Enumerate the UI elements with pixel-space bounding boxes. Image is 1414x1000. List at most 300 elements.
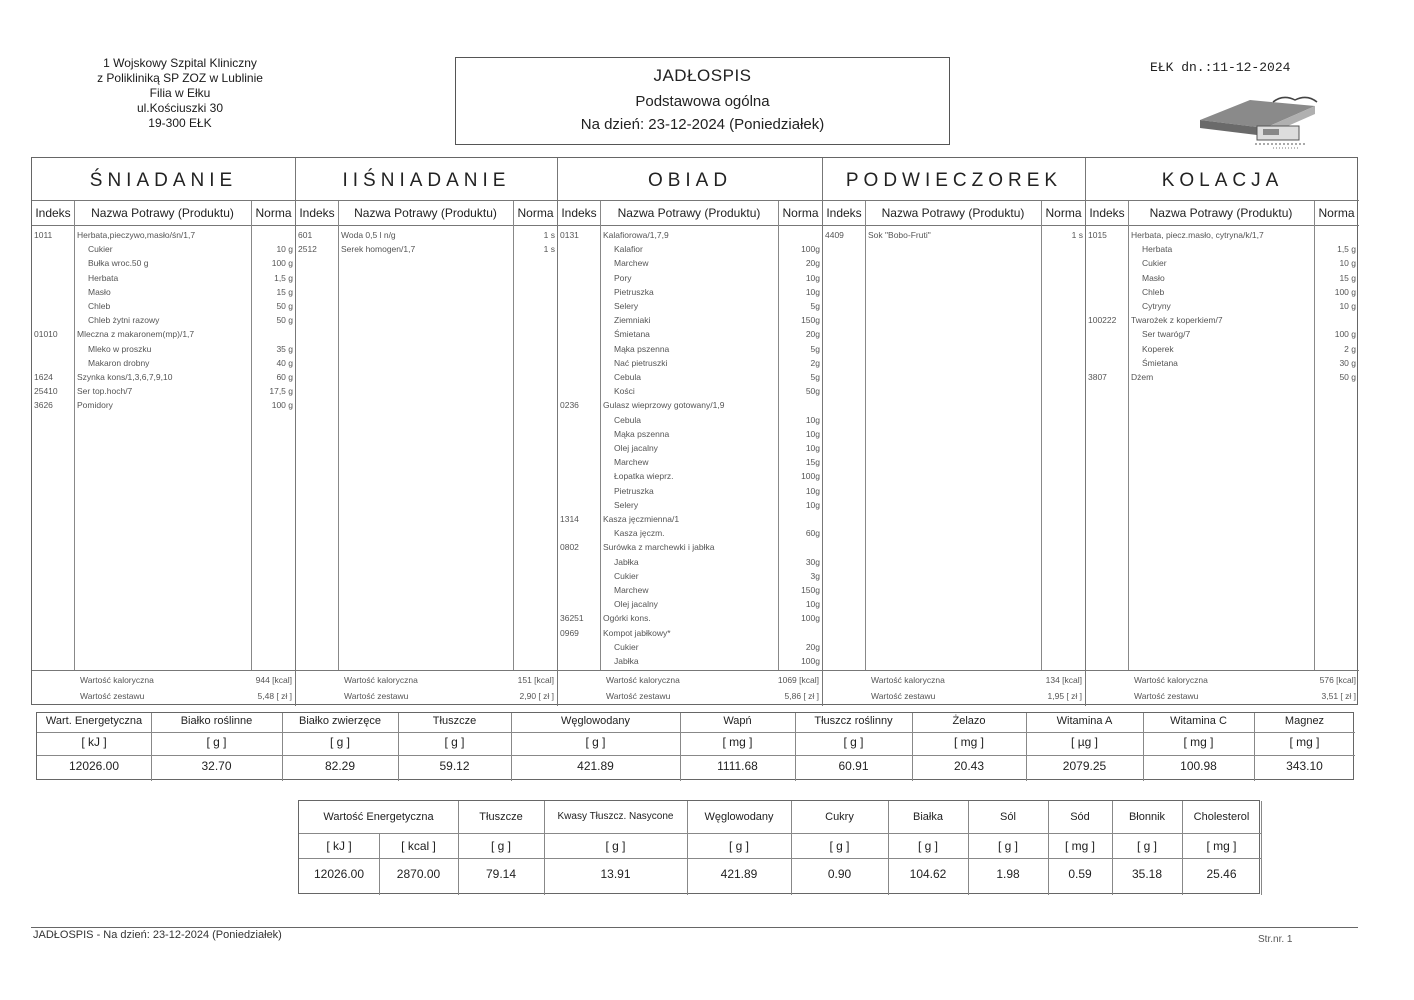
row-norm: 40 g	[276, 357, 293, 368]
nutrient-unit: [ g ]	[843, 735, 864, 749]
row-norm: 1 s	[1071, 230, 1083, 240]
row-index: 0236	[560, 400, 579, 411]
table-row	[558, 597, 823, 611]
row-product-name: Olej jacalny	[614, 599, 658, 610]
nutrient-value: 100.98	[1180, 759, 1217, 773]
column-divider	[1041, 201, 1042, 670]
row-product-name: Cukier	[1142, 258, 1167, 269]
row-index: 4409	[825, 230, 844, 240]
nutrient-value: 12026.00	[313, 867, 365, 881]
table-row	[32, 285, 296, 299]
nutrient-unit: [ g ]	[917, 839, 938, 853]
hospital-line: ul.Kościuszki 30	[136, 101, 224, 115]
calorie-value: 134 [kcal]	[1045, 675, 1082, 685]
nutrient-name: Kwasy Tłuszcz. Nasycone	[557, 811, 674, 822]
row-norm: 15g	[805, 457, 820, 468]
table-row	[32, 271, 296, 285]
row-product-name: Gulasz wieprzowy gotowany/1,9	[603, 400, 725, 411]
column-header-row	[558, 201, 822, 226]
row-index: 1314	[560, 514, 579, 524]
calorie-label: Wartość kaloryczna	[1134, 675, 1208, 685]
header-norm: Norma	[517, 206, 554, 220]
row-product-name: Chleb	[88, 301, 111, 311]
table-row	[558, 228, 823, 242]
row-norm: 100 g	[1334, 329, 1356, 340]
row-product-name: Selery	[614, 499, 639, 510]
row-product-name: Marchew	[614, 258, 649, 269]
row-index: 0802	[560, 542, 579, 553]
nutrient-name: Cholesterol	[1193, 811, 1250, 823]
cost-value: 3,51 [ zł ]	[1321, 691, 1356, 701]
footer-text: JADŁOSPIS - Na dzień: 23-12-2024 (Poniedziałek)	[33, 929, 282, 941]
table-row	[296, 242, 558, 256]
row-norm: 10g	[805, 485, 820, 496]
cost-label: Wartość zestawu	[80, 691, 145, 701]
row-index: 36251	[560, 613, 584, 624]
row-product-name: Cukier	[614, 641, 639, 652]
row-product-name: Bułka wroc.50 g	[88, 258, 149, 269]
row-norm: 10g	[805, 414, 820, 425]
row-product-name: Masło	[88, 286, 111, 297]
nutrient-unit: [ kJ ]	[81, 735, 107, 749]
row-product-name: Śmietana	[1142, 357, 1178, 368]
nutrient-value: 421.89	[720, 867, 758, 881]
table-row	[558, 640, 823, 654]
nutrient-value: 2870.00	[396, 867, 441, 881]
row-product-name: Szynka kons/1,3,6,7,9,10	[77, 372, 173, 382]
table-row	[558, 256, 823, 270]
row-norm: 10 g	[276, 244, 293, 255]
row-product-name: Nać pietruszki	[614, 357, 668, 368]
meal-column	[296, 158, 558, 706]
cell-divider	[1261, 801, 1262, 895]
calorie-label: Wartość kaloryczna	[344, 675, 418, 685]
column-divider	[513, 201, 514, 670]
cell-divider	[1026, 713, 1027, 781]
header-index: Indeks	[826, 206, 862, 220]
calorie-value: 151 [kcal]	[517, 675, 554, 685]
header-norm: Norma	[1318, 206, 1355, 220]
nutrient-value: 12026.00	[68, 759, 120, 773]
row-norm: 10 g	[1339, 258, 1356, 269]
table-row	[1086, 327, 1359, 341]
nutrient-unit: [ mg ]	[1206, 839, 1237, 853]
table-row	[32, 299, 296, 313]
calorie-label: Wartość kaloryczna	[871, 675, 945, 685]
nutrition-table-2	[298, 800, 1260, 894]
row-norm: 5g	[810, 372, 820, 382]
row-product-name: Mleczna z makaronem(mp)/1,7	[77, 329, 195, 340]
nutrient-name: Białko zwierzęce	[299, 715, 381, 727]
table-row	[1086, 242, 1359, 256]
nutrient-value: 82.29	[324, 759, 356, 773]
row-norm: 15 g	[276, 286, 293, 297]
nutrient-name: Wartość Energetyczna	[323, 811, 434, 823]
nutrient-value: 2079.25	[1062, 759, 1107, 773]
header-norm: Norma	[255, 206, 292, 220]
table-row	[1086, 271, 1359, 285]
row-index: 1015	[1088, 230, 1107, 240]
table-row	[558, 540, 823, 554]
row-norm: 1,5 g	[274, 272, 293, 283]
row-index: 3807	[1088, 372, 1107, 382]
row-index: 2512	[298, 244, 317, 255]
cell-divider	[379, 833, 380, 895]
row-product-name: Chleb żytni razowy	[88, 315, 160, 326]
table-row	[558, 455, 823, 469]
meal-title: OBIAD	[558, 158, 822, 201]
row-index: 100222	[1088, 315, 1117, 326]
nutrient-name: Cukry	[825, 811, 854, 823]
row-norm: 60g	[805, 528, 820, 539]
nutrient-value: 60.91	[838, 759, 869, 773]
header-product-name: Nazwa Potrawy (Produktu)	[354, 206, 497, 220]
table-row	[1086, 299, 1359, 313]
nutrient-unit: [ mg ]	[1183, 735, 1214, 749]
row-product-name: Koperek	[1142, 343, 1174, 354]
cell-divider	[795, 713, 796, 781]
row-norm: 10 g	[1339, 301, 1356, 311]
table-row	[558, 512, 823, 526]
nutrient-value: 1.98	[996, 867, 1020, 881]
table-row	[558, 299, 823, 313]
nutrient-unit: [ g ]	[490, 839, 511, 853]
row-norm: 60 g	[276, 372, 293, 382]
row-norm: 2g	[810, 357, 820, 368]
header-index: Indeks	[35, 206, 71, 220]
row-product-name: Twarożek z koperkiem/7	[1131, 315, 1223, 326]
row-product-name: Cebula	[614, 372, 641, 382]
table-row	[558, 327, 823, 341]
nutrient-value: 421.89	[577, 759, 614, 773]
cell-divider	[1254, 713, 1255, 781]
row-product-name: Herbata, piecz.masło, cytryna/k/1,7	[1131, 230, 1264, 240]
nutrient-name: Białko roślinne	[180, 715, 253, 727]
row-product-name: Kompot jabłkowy*	[603, 627, 671, 638]
nutrient-unit: [ g ]	[206, 735, 227, 749]
hospital-line: 19-300 EŁK	[148, 116, 212, 130]
nutrient-name: Magnez	[1284, 715, 1325, 727]
row-divider	[299, 833, 1261, 834]
cost-label: Wartość zestawu	[871, 691, 936, 701]
meal-column	[32, 158, 296, 706]
row-norm: 35 g	[276, 343, 293, 354]
cell-divider	[151, 713, 152, 781]
nutrient-name: Białka	[913, 811, 943, 823]
row-product-name: Olej jacalny	[614, 443, 658, 453]
page-number: Str.nr. 1	[1258, 934, 1293, 945]
row-product-name: Pory	[614, 272, 632, 283]
header-product-name: Nazwa Potrawy (Produktu)	[91, 206, 234, 220]
row-index: 01010	[34, 329, 58, 340]
meal-column	[1086, 158, 1359, 706]
table-row	[558, 356, 823, 370]
hospital-line: z Polikliniką SP ZOZ w Lublinie	[97, 71, 263, 85]
table-row	[558, 569, 823, 583]
row-norm: 100g	[801, 613, 820, 624]
row-norm: 1 s	[543, 230, 555, 240]
table-row	[32, 242, 296, 256]
table-row	[558, 370, 823, 384]
table-row	[558, 654, 823, 668]
column-divider	[865, 201, 866, 670]
row-product-name: Łopatka wieprz.	[614, 471, 674, 482]
cell-divider	[680, 713, 681, 781]
nutrient-value: 25.46	[1206, 867, 1237, 881]
column-header-row	[32, 201, 295, 226]
nutrient-value: 79.14	[485, 867, 517, 881]
row-norm: 20g	[805, 258, 820, 269]
cost-value: 5,48 [ zł ]	[257, 691, 292, 701]
meal-title: KOLACJA	[1086, 158, 1359, 201]
table-row	[558, 526, 823, 540]
row-product-name: Herbata	[1142, 244, 1173, 255]
row-product-name: Cebula	[614, 414, 641, 425]
table-row	[32, 398, 296, 412]
row-product-name: Mleko w proszku	[88, 343, 152, 354]
nutrient-name: Węglowodany	[560, 715, 631, 727]
row-norm: 15 g	[1339, 272, 1356, 283]
cell-divider	[511, 713, 512, 781]
row-index: 1624	[34, 372, 53, 382]
table-row	[558, 611, 823, 625]
table-row	[558, 484, 823, 498]
row-product-name: Sok "Bobo-Fruti"	[868, 230, 931, 240]
table-row	[32, 256, 296, 270]
table-row	[558, 242, 823, 256]
table-row	[558, 384, 823, 398]
cost-value: 1,95 [ zł ]	[1047, 691, 1082, 701]
header-product-name: Nazwa Potrawy (Produktu)	[1149, 206, 1293, 220]
menu-date: Na dzień: 23-12-2024 (Poniedziałek)	[580, 116, 825, 133]
meal-summary	[296, 670, 557, 706]
nutrient-name: Żelazo	[952, 715, 986, 727]
row-index: 1011	[34, 230, 53, 240]
nutrient-unit: [ g ]	[444, 735, 465, 749]
nutrient-value: 104.62	[909, 867, 947, 881]
cost-value: 5,86 [ zł ]	[784, 691, 819, 701]
meal-title: PODWIECZOREK	[823, 158, 1085, 201]
row-norm: 50g	[805, 386, 820, 397]
row-norm: 1 s	[543, 244, 555, 255]
nutrient-name: Wart. Energetyczna	[45, 715, 143, 727]
nutrient-name: Tłuszcze	[479, 811, 523, 823]
calorie-value: 576 [kcal]	[1319, 675, 1356, 685]
nutrient-unit: [ g ]	[1136, 839, 1157, 853]
row-product-name: Kalafior	[614, 244, 643, 255]
header-norm: Norma	[1045, 206, 1082, 220]
row-norm: 100 g	[271, 258, 293, 269]
nutrient-name: Wapń	[723, 715, 752, 727]
table-row	[558, 398, 823, 412]
table-row	[1086, 356, 1359, 370]
row-norm: 100g	[801, 244, 820, 255]
cost-label: Wartość zestawu	[344, 691, 409, 701]
nutrient-unit: [ g ]	[605, 839, 626, 853]
row-norm: 10g	[805, 499, 820, 510]
meal-title: IIŚNIADANIE	[296, 158, 557, 201]
header-index: Indeks	[1089, 206, 1125, 220]
row-norm: 10g	[805, 428, 820, 439]
nutrient-value: 35.18	[1131, 867, 1163, 881]
row-index: 601	[298, 230, 313, 240]
row-norm: 17,5 g	[269, 386, 293, 397]
row-norm: 50 g	[276, 315, 293, 326]
table-row	[32, 384, 296, 398]
row-product-name: Kasza jęczmienna/1	[603, 514, 680, 524]
table-row	[32, 356, 296, 370]
table-row	[32, 342, 296, 356]
cost-label: Wartość zestawu	[1134, 691, 1199, 701]
nutrient-unit: [ mg ]	[722, 735, 753, 749]
nutrient-name: Sód	[1070, 811, 1090, 823]
table-row	[558, 285, 823, 299]
row-product-name: Masło	[1142, 272, 1165, 283]
row-norm: 100g	[801, 471, 820, 482]
nutrient-unit: [ kJ ]	[326, 839, 352, 853]
table-row	[1086, 256, 1359, 270]
header-index: Indeks	[299, 206, 335, 220]
row-index: 0969	[560, 627, 579, 638]
row-norm: 10g	[805, 443, 820, 453]
nutrient-unit: [ mg ]	[1289, 735, 1320, 749]
row-product-name: Ser top.hoch/7	[77, 386, 133, 397]
row-product-name: Pietruszka	[614, 485, 654, 496]
row-product-name: Dżem	[1131, 372, 1154, 382]
nutrient-value: 0.59	[1068, 867, 1092, 881]
row-norm: 20g	[805, 329, 820, 340]
cell-divider	[1143, 713, 1144, 781]
row-norm: 50 g	[276, 301, 293, 311]
table-row	[558, 413, 823, 427]
document-title: JADŁOSPIS	[653, 66, 752, 85]
table-row	[558, 498, 823, 512]
row-norm: 10g	[805, 286, 820, 297]
nutrient-name: Tłuszcze	[432, 715, 477, 727]
row-norm: 5g	[810, 343, 820, 354]
row-divider	[37, 755, 1355, 756]
nutrient-value: 0.90	[827, 867, 852, 881]
column-header-row	[1086, 201, 1359, 226]
table-row	[558, 469, 823, 483]
cell-divider	[912, 713, 913, 781]
table-row	[32, 327, 296, 341]
row-product-name: Jabłka	[614, 656, 639, 666]
hospital-address	[60, 56, 300, 131]
row-norm: 10g	[805, 272, 820, 283]
meal-summary	[823, 670, 1085, 706]
row-product-name: Pietruszka	[614, 286, 654, 297]
nutrient-name: Witamina A	[1056, 715, 1113, 727]
meal-summary	[558, 670, 822, 706]
column-header-row	[296, 201, 557, 226]
row-product-name: Mąka pszenna	[614, 343, 670, 354]
row-product-name: Kości	[614, 386, 635, 397]
meal-summary	[32, 670, 295, 706]
row-norm: 150g	[801, 315, 820, 326]
cell-divider	[398, 713, 399, 781]
hospital-line: Filia w Ełku	[149, 86, 211, 100]
meal-column	[823, 158, 1086, 706]
table-row	[558, 441, 823, 455]
table-row	[32, 228, 296, 242]
nutrient-value: 1111.68	[717, 759, 758, 773]
row-norm: 5g	[810, 301, 820, 311]
row-product-name: Herbata	[88, 272, 119, 283]
row-product-name: Kalafiorowa/1,7,9	[603, 230, 669, 240]
meal-column	[558, 158, 823, 706]
nutrient-name: Witamina C	[1170, 715, 1227, 727]
row-norm: 3g	[810, 570, 820, 581]
row-norm: 100 g	[271, 400, 293, 411]
calorie-label: Wartość kaloryczna	[606, 675, 680, 685]
header-product-name: Nazwa Potrawy (Produktu)	[617, 206, 761, 220]
row-product-name: Ogórki kons.	[603, 613, 651, 624]
nutrient-name: Tłuszcz roślinny	[814, 715, 893, 727]
header-index: Indeks	[561, 206, 597, 220]
issue-date: EŁK dn.:11-12-2024	[1150, 60, 1291, 75]
row-index: 25410	[34, 386, 58, 397]
nutrient-name: Błonnik	[1128, 811, 1166, 823]
nutrient-unit: [ g ]	[329, 735, 350, 749]
header-norm: Norma	[782, 206, 819, 220]
table-row	[1086, 228, 1359, 242]
row-product-name: Mąka pszenna	[614, 428, 670, 439]
row-product-name: Herbata,pieczywo,masło/śn/1,7	[77, 230, 196, 240]
row-product-name: Selery	[614, 301, 639, 311]
book-logo-icon	[1195, 92, 1330, 150]
column-divider	[338, 201, 339, 670]
row-product-name: Surówka z marchewki i jabłka	[603, 542, 715, 553]
row-product-name: Śmietana	[614, 329, 650, 340]
calorie-label: Wartość kaloryczna	[80, 675, 154, 685]
table-row	[558, 427, 823, 441]
meal-title: ŚNIADANIE	[32, 158, 295, 201]
nutrient-value: 13.91	[600, 867, 631, 881]
nutrient-value: 59.12	[439, 759, 470, 773]
row-product-name: Marchew	[614, 585, 649, 595]
nutrient-value: 343.10	[1286, 759, 1323, 773]
row-product-name: Jabłka	[614, 556, 639, 567]
row-norm: 30g	[805, 556, 820, 567]
header-product-name: Nazwa Potrawy (Produktu)	[881, 206, 1025, 220]
nutrient-value: 32.70	[201, 759, 232, 773]
row-norm: 50 g	[1339, 372, 1356, 382]
table-row	[32, 370, 296, 384]
table-row	[1086, 313, 1359, 327]
nutrient-unit: [ kcal ]	[401, 839, 436, 853]
row-product-name: Woda 0,5 l n/g	[341, 230, 396, 240]
row-product-name: Cukier	[88, 244, 113, 255]
row-product-name: Kasza jęczm.	[614, 528, 665, 539]
row-divider	[37, 732, 1355, 733]
table-row	[558, 271, 823, 285]
row-norm: 150g	[801, 585, 820, 595]
nutrient-unit: [ mg ]	[953, 735, 984, 749]
diet-name: Podstawowa ogólna	[635, 93, 770, 110]
nutrient-name: Węglowodany	[704, 811, 774, 823]
row-product-name: Ser twaróg/7	[1142, 329, 1191, 340]
table-row	[32, 313, 296, 327]
row-product-name: Ziemniaki	[614, 315, 651, 326]
cost-value: 2,90 [ zł ]	[519, 691, 554, 701]
table-row	[558, 626, 823, 640]
row-index: 3626	[34, 400, 53, 411]
nutrition-table-1	[36, 712, 1354, 780]
nutrient-unit: [ g ]	[829, 839, 850, 853]
row-index: 0131	[560, 230, 579, 240]
row-product-name: Marchew	[614, 457, 649, 468]
